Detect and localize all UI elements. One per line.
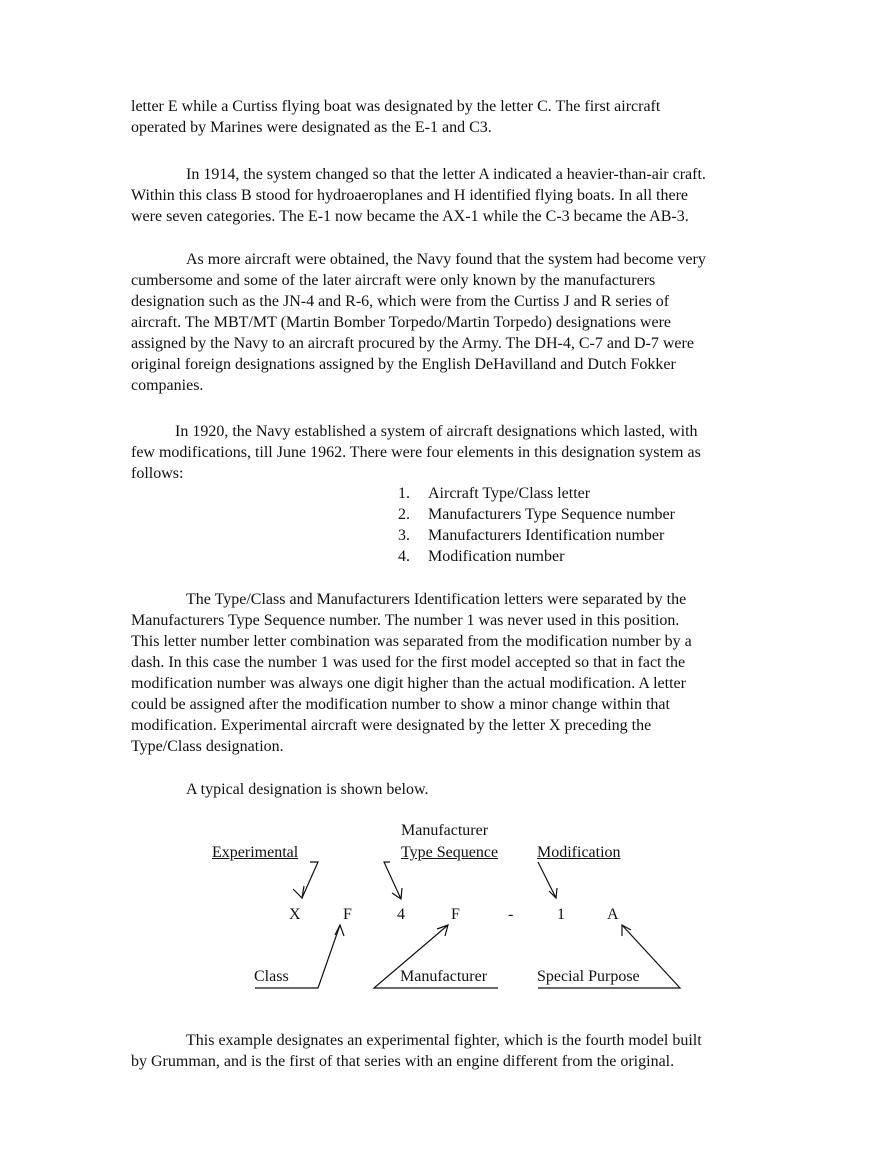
list-item: 4. Modification number [398,548,565,565]
text-line: companies. [131,377,204,394]
char-f: F [343,906,352,923]
text-line: Manufacturers Type Sequence number. The number 1 was never used in this position. [131,612,680,629]
char-x: X [289,906,301,923]
class-label: Class [254,968,289,985]
manufacturer-top-label: Manufacturer [401,822,489,839]
arrow-class [255,925,340,988]
text-line: cumbersome and some of the later aircraft were only known by the manufacturers [131,272,656,289]
text-line: modification. Experimental aircraft were designated by the letter X preceding the [131,717,652,734]
text-line: operated by Marines were designated as the E-1 and C3. [131,119,492,136]
manufacturer-label: Manufacturer [400,968,488,985]
text-line: A typical designation is shown below. [186,781,429,798]
arrow-special-purpose [538,925,680,988]
char-dash: - [508,906,514,923]
char-1: 1 [557,906,565,923]
list-item: 3. Manufacturers Identification number [398,527,665,544]
text-line: original foreign designations assigned by the English DeHavilland and Dutch Fokker [131,356,676,373]
text-line: could be assigned after the modification number to show a minor change within that [131,696,670,713]
arrow-modification [538,862,556,898]
text-line: follows: [131,465,184,482]
text-line: by Grumman, and is the first of that series with an engine different from the original. [131,1053,675,1070]
text-line: Type/Class designation. [131,738,284,755]
text-line: Within this class B stood for hydroaeroplanes and H identified flying boats. In all there [131,187,689,204]
text-line: As more aircraft were obtained, the Navy found that the system had become very [186,251,706,268]
experimental-label: Experimental [212,844,299,861]
char-4: 4 [397,906,405,923]
char-a: A [607,906,619,923]
text-line: few modifications, till June 1962. There were four elements in this designation system as [131,444,701,461]
text-line: dash. In this case the number 1 was used for the first model accepted so that in fact the [131,654,686,671]
char-f: F [451,906,460,923]
arrow-experimental [302,862,318,898]
text-line: This example designates an experimental fighter, which is the fourth model built [186,1032,702,1049]
text-line: were seven categories. The E-1 now became the AX-1 while the C-3 became the AB-3. [131,208,689,225]
special-purpose-label: Special Purpose [537,968,640,985]
text-line: The Type/Class and Manufacturers Identification letters were separated by the [186,591,687,608]
text-line: assigned by the Navy to an aircraft procured by the Army. The DH-4, C-7 and D-7 were [131,335,694,352]
modification-label: Modification [537,844,621,861]
arrow-manufacturer [374,925,498,988]
paragraph-7 [131,1030,781,1072]
list-item: 1. Aircraft Type/Class letter [398,485,591,502]
text-line: In 1914, the system changed so that the letter A indicated a heavier-than-air craft. [186,166,706,183]
text-line: letter E while a Curtiss flying boat was designated by the letter C. The first aircraft [131,98,661,115]
type-sequence-label: Type Sequence [401,844,499,861]
arrowhead-experimental [293,886,304,898]
text-line: In 1920, the Navy established a system of aircraft designations which lasted, with [175,423,698,440]
text-line: aircraft. The MBT/MT (Martin Bomber Torpedo/Martin Torpedo) designations were [131,314,672,331]
list-item: 2. Manufacturers Type Sequence number [398,506,675,523]
text-line: designation such as the JN-4 and R-6, which were from the Curtiss J and R series of [131,293,670,310]
text-line: modification number was always one digit higher than the actual modification. A letter [131,675,686,692]
text-line: This letter number letter combination was separated from the modification number by a [131,633,692,650]
